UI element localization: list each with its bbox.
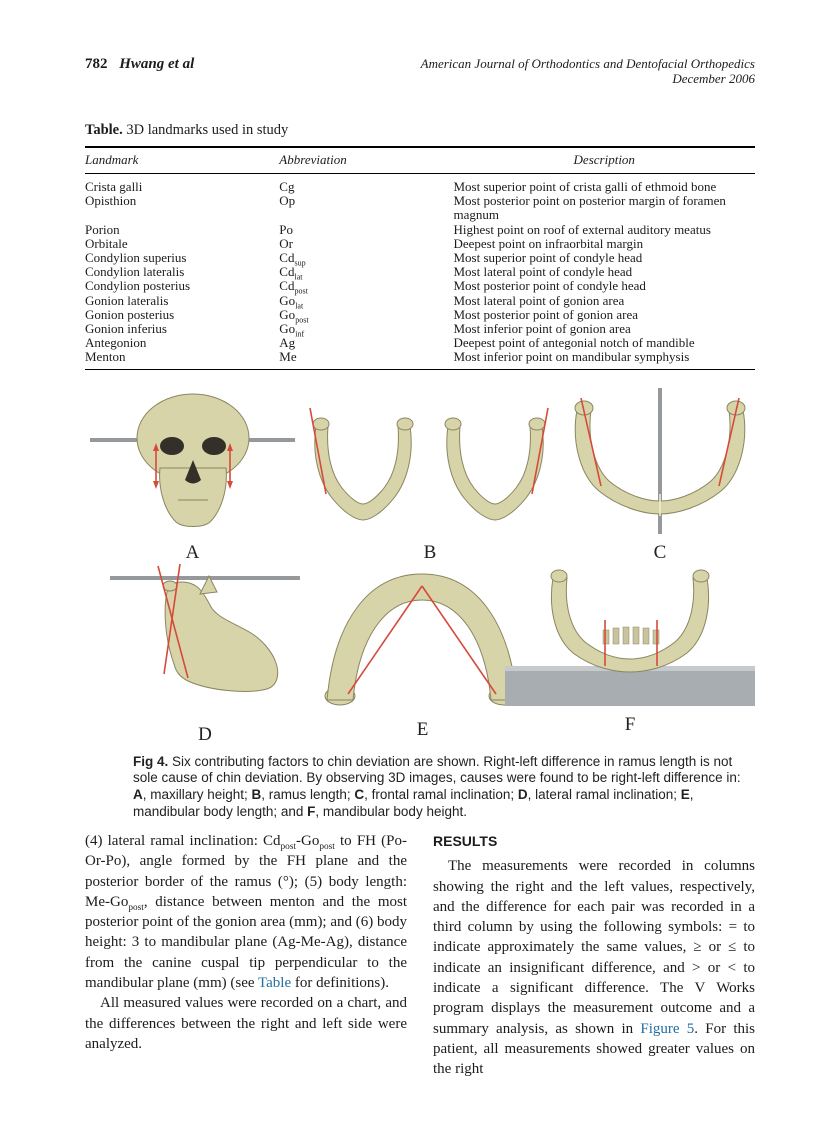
table-row: [85, 350, 755, 369]
col-header-abbreviation: Abbreviation: [279, 147, 453, 174]
text-segment: The measurements were recorded in columns showing the right and the left values, respectively, and the difference for each pair was recorded in a third column by using the following symbols: = to indicate approximately the same values, ≥ or ≤ to indicate an insignificant difference, and > or < to indicate a significant difference. The V Works program displays the measurement outcome and a summary analysis, as shown in: [433, 858, 755, 1037]
text-segment: , ramus length;: [261, 787, 355, 803]
panel-label-b: B: [423, 542, 437, 563]
table-label: Table.: [85, 122, 123, 138]
description-cell: Deepest point on infraorbital margin: [453, 235, 644, 251]
text-segment: A: [133, 787, 143, 803]
figure-panel-c: [565, 388, 755, 564]
figure-caption: [133, 754, 755, 821]
landmark-cell: Menton: [85, 350, 279, 369]
abbreviation-cell: $Go_{lat}$: [279, 292, 304, 311]
col-header-landmark: Landmark: [85, 147, 279, 174]
panel-label-f: F: [624, 714, 636, 735]
body-column-left: [85, 831, 407, 1054]
abbreviation-cell: $Cd_{sup}$: [279, 250, 306, 268]
text-segment: (4) lateral ramal inclination: Cd: [85, 833, 281, 849]
landmark-cell: Porion: [85, 221, 120, 237]
landmark-cell: Crista galli: [85, 179, 143, 194]
text-segment: post: [280, 842, 297, 852]
landmarks-table-section: [85, 122, 755, 370]
landmark-cell: Opisthion: [85, 193, 137, 209]
panel-a-skull-frontal-image: [90, 388, 295, 538]
description-cell: Most posterior point of gonion area: [453, 306, 638, 322]
table-row: [85, 322, 755, 336]
table-row: [85, 308, 755, 322]
abbreviation-cell: Me: [279, 350, 453, 369]
table-row: [85, 223, 755, 237]
abbreviation-cell: $Go_{post}$: [279, 306, 309, 325]
results-heading: RESULTS: [433, 833, 498, 849]
abbreviation-cell: $Cd_{lat}$: [279, 264, 303, 282]
abbreviation-cell: Cg: [279, 179, 295, 194]
landmark-cell: Condylion posterius: [85, 278, 191, 294]
paragraph-methods-continued: [85, 831, 407, 993]
text-segment: C: [354, 787, 365, 803]
orbit-left: [160, 437, 184, 455]
text-segment: Six contributing factors to chin deviation are shown. Right-left difference in ramus length is not sole cause of chin deviation. By observing 3D images, causes were found to be right-left difference in:: [133, 753, 741, 786]
text-segment: , distance between menton and the most posterior point of the gonion area (mm); and (6) body height: 3 to mandibular plane (Ag-Me-Ag), distance from the canine cuspal tip perpendicular to the mandibular plane (mm) (see: [85, 893, 408, 992]
text-segment: . For this patient, all measurements showed greater values on the right: [433, 1020, 756, 1078]
description-cell: Most inferior point of gonion area: [453, 321, 631, 337]
text-segment: to FH (Po-Or-Po), angle formed by the FH plane and the posterior border of the ramus (°); (5) body length: Me-Go: [85, 833, 407, 910]
text-segment: , mandibular body height.: [315, 803, 467, 819]
description-cell: Most lateral point of gonion area: [453, 292, 625, 308]
text-segment: -Go: [296, 833, 320, 849]
panel-b-mandibles-image: [300, 388, 560, 538]
authors: Hwang et al: [119, 56, 195, 72]
abbreviation-cell: Or: [279, 235, 294, 251]
table-header: [85, 147, 755, 174]
header-right: [421, 56, 755, 86]
journal-issue: December 2006: [672, 71, 755, 86]
journal-title: American Journal of Orthodontics and Dentofacial Orthopedics: [420, 56, 755, 71]
fh-plane-line: [110, 576, 300, 580]
abbreviation-cell: $Go_{inf}$: [279, 321, 305, 339]
figure-panel-b: [300, 388, 560, 564]
text-segment: , maxillary height;: [142, 787, 252, 803]
text-segment: , frontal ramal inclination;: [364, 787, 518, 803]
mandible-graphic: [165, 582, 278, 691]
text-segment: B: [251, 787, 262, 803]
paragraph-results: [433, 856, 755, 1079]
description-cell: Most posterior point of condyle head: [453, 278, 646, 294]
text-segment: post: [128, 902, 144, 913]
landmark-cell: Condylion superius: [85, 250, 187, 266]
text-segment: F: [307, 803, 316, 819]
table-row: [85, 294, 755, 308]
teeth-row: [603, 627, 659, 644]
table-row: [85, 279, 755, 293]
abbreviation-cell: $Cd_{post}$: [279, 278, 308, 297]
body-column-right: [433, 831, 755, 1080]
col-header-description: Description: [453, 147, 755, 174]
description-cell: Most posterior point on posterior margin of foramen magnum: [453, 193, 726, 223]
abbreviation-cell: Ag: [279, 335, 296, 351]
text-segment: D: [517, 787, 528, 803]
figure-panel-a: [90, 388, 295, 564]
landmarks-table: [85, 146, 755, 370]
text-segment: , lateral ramal inclination;: [527, 787, 681, 803]
table-row: [85, 237, 755, 251]
text-segment: for definitions).: [291, 975, 390, 992]
mandible-frontal-2: [445, 408, 548, 520]
mandible-graphic: [551, 578, 708, 672]
orbit-right: [202, 437, 226, 455]
description-cell: Most superior point of condyle head: [453, 250, 643, 266]
table-row: [85, 174, 755, 195]
table-row: [85, 251, 755, 265]
table-row: [85, 336, 755, 350]
table-title: [85, 122, 755, 139]
description-cell: Most superior point of crista galli of ethmoid bone: [453, 179, 717, 194]
description-cell: Deepest point of antegonial notch of mandible: [453, 335, 695, 351]
panel-f-mandible-on-plane-image: [505, 560, 755, 710]
landmark-cell: Gonion posterius: [85, 306, 175, 322]
panel-label-e: E: [416, 719, 429, 740]
running-header: [85, 56, 755, 86]
table-row: [85, 265, 755, 279]
paragraph-measured-values: All measured values were recorded on a chart, and the differences between the right and left side were analyzed.: [85, 995, 407, 1052]
abbreviation-cell: Po: [279, 221, 294, 237]
landmark-cell: Orbitale: [85, 235, 128, 251]
abbreviation-cell: Op: [279, 193, 296, 209]
text-segment: , mandibular body length; and: [133, 787, 694, 819]
figure-panel-d: [110, 560, 300, 746]
landmark-cell: Gonion inferius: [85, 321, 167, 337]
landmark-cell: Gonion lateralis: [85, 292, 169, 308]
table-title-text: 3D landmarks used in study: [126, 122, 289, 138]
description-cell: Most lateral point of condyle head: [453, 264, 633, 280]
panel-label-c: C: [653, 542, 667, 563]
mandible-arch-graphic: [327, 574, 517, 700]
figure-4: [85, 388, 755, 745]
text-segment: Fig 4.: [133, 753, 169, 769]
description-cell: Most inferior point on mandibular symphysis: [453, 350, 755, 369]
text-segment: post: [319, 842, 335, 852]
mandible-frontal-1: [310, 408, 413, 520]
panel-label-d: D: [198, 724, 212, 745]
figure-panel-f: [505, 560, 755, 736]
panel-label-a: A: [185, 542, 200, 563]
landmark-cell: Condylion lateralis: [85, 264, 185, 280]
table-row: [85, 194, 755, 222]
cross-reference-link[interactable]: Table: [258, 975, 292, 992]
description-cell: Highest point on roof of external auditory meatus: [453, 221, 711, 237]
midline-over-body: [659, 494, 661, 516]
panel-d-mandible-lateral-image: [110, 560, 300, 720]
header-left: [85, 56, 194, 73]
landmark-cell: Antegonion: [85, 335, 147, 351]
page-number: 782: [85, 56, 108, 72]
panel-c-mandible-image: [565, 388, 755, 538]
cross-reference-link[interactable]: Figure 5: [640, 1020, 695, 1037]
text-segment: E: [680, 787, 690, 803]
